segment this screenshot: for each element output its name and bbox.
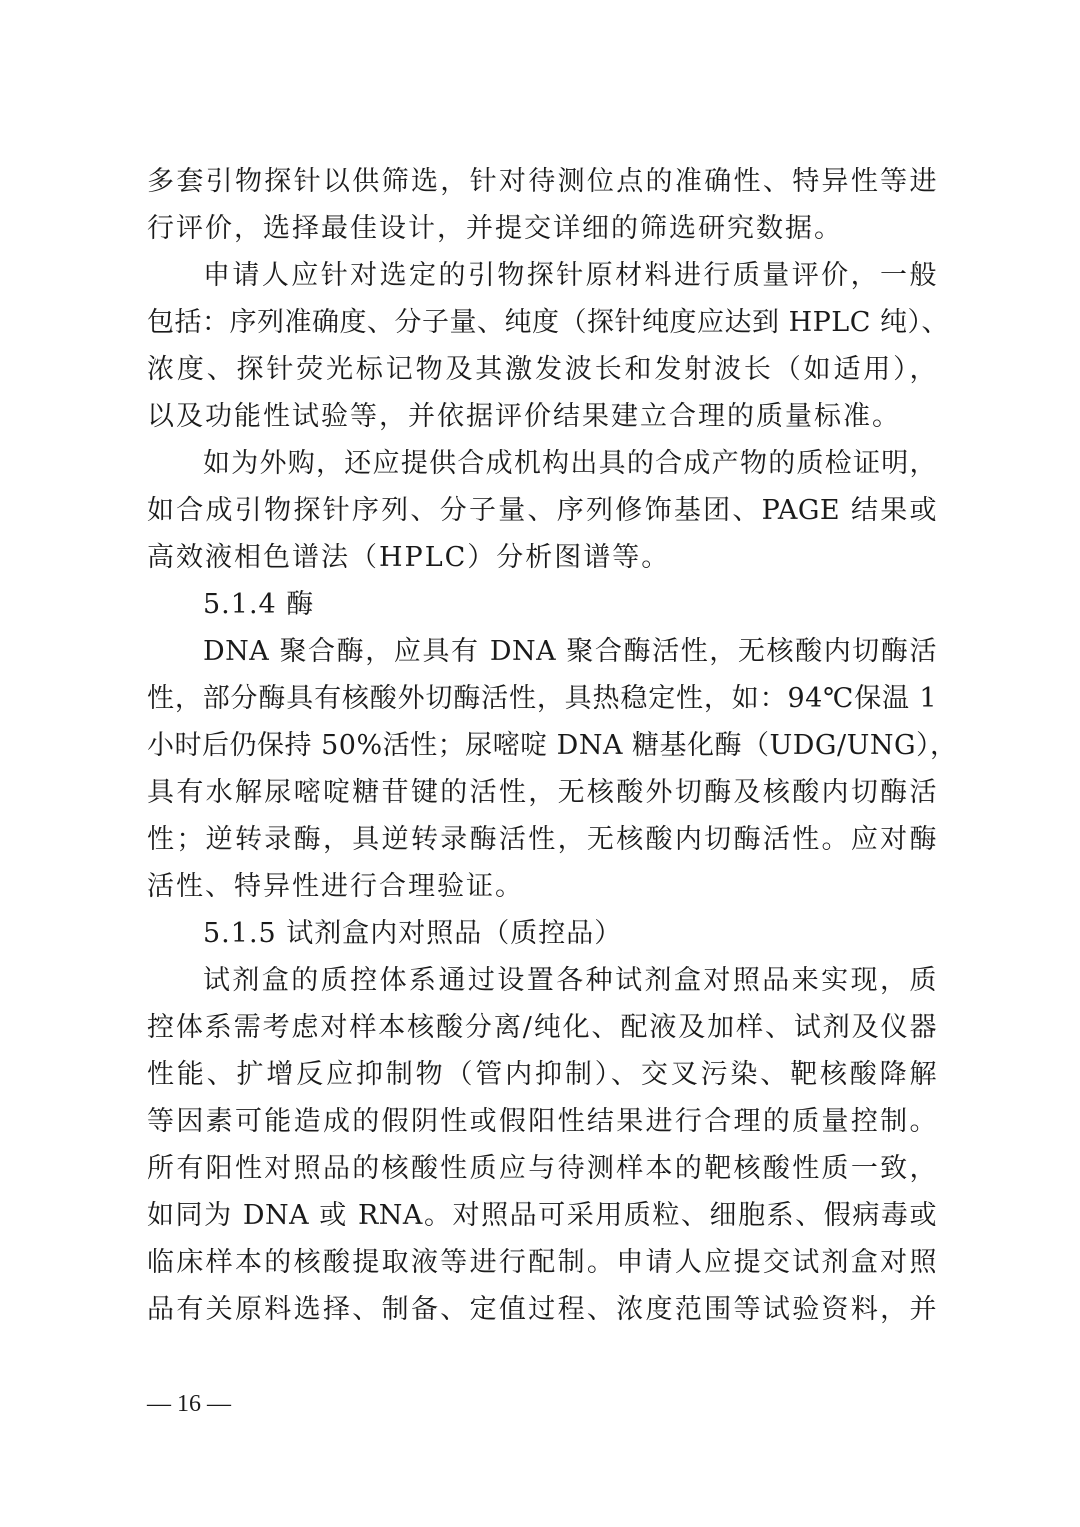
section-heading: 5.1.5 试剂盒内对照品（质控品）	[203, 918, 623, 949]
text-line: 性能、扩增反应抑制物（管内抑制）、交叉污染、靶核酸降解	[147, 1059, 937, 1090]
text-line: DNA 聚合酶，应具有 DNA 聚合酶活性，无核酸内切酶活	[203, 636, 937, 667]
text-line: 性；逆转录酶，具逆转录酶活性，无核酸内切酶活性。应对酶	[147, 824, 937, 855]
page-number: — 16 —	[147, 1391, 231, 1417]
text-line: 如合成引物探针序列、分子量、序列修饰基团、PAGE 结果或	[147, 495, 937, 526]
text-line: 试剂盒的质控体系通过设置各种试剂盒对照品来实现，质	[203, 965, 937, 996]
text-line: 申请人应针对选定的引物探针原材料进行质量评价，一般	[203, 260, 937, 291]
text-line: 所有阳性对照品的核酸性质应与待测样本的靶核酸性质一致，	[147, 1153, 937, 1184]
text-line: 等因素可能造成的假阴性或假阳性结果进行合理的质量控制。	[147, 1106, 937, 1137]
text-line: 如为外购，还应提供合成机构出具的合成产物的质检证明，	[203, 448, 937, 479]
text-line: 具有水解尿嘧啶糖苷键的活性，无核酸外切酶及核酸内切酶活	[147, 777, 937, 808]
text-line: 高效液相色谱法（HPLC）分析图谱等。	[147, 542, 671, 573]
text-line: 小时后仍保持 50%活性；尿嘧啶 DNA 糖基化酶（UDG/UNG），	[147, 730, 958, 761]
text-line: 活性、特异性进行合理验证。	[147, 871, 524, 902]
text-line: 如同为 DNA 或 RNA。对照品可采用质粒、细胞系、假病毒或	[147, 1200, 937, 1231]
body-text	[147, 158, 958, 1333]
text-line: 控体系需考虑对样本核酸分离/纯化、配液及加样、试剂及仪器	[147, 1012, 937, 1043]
section-heading: 5.1.4 酶	[203, 589, 315, 620]
text-line: 多套引物探针以供筛选，针对待测位点的准确性、特异性等进	[147, 166, 937, 197]
text-line: 浓度、探针荧光标记物及其激发波长和发射波长（如适用），	[147, 354, 937, 385]
text-line: 行评价，选择最佳设计，并提交详细的筛选研究数据。	[147, 213, 843, 244]
text-line: 以及功能性试验等，并依据评价结果建立合理的质量标准。	[147, 401, 901, 432]
text-line: 临床样本的核酸提取液等进行配制。申请人应提交试剂盒对照	[147, 1247, 937, 1278]
text-line: 包括：序列准确度、分子量、纯度（探针纯度应达到 HPLC 纯）、	[147, 307, 949, 338]
text-line: 性，部分酶具有核酸外切酶活性，具热稳定性，如：94℃保温 1	[147, 683, 937, 714]
text-line: 品有关原料选择、制备、定值过程、浓度范围等试验资料，并	[147, 1294, 937, 1325]
